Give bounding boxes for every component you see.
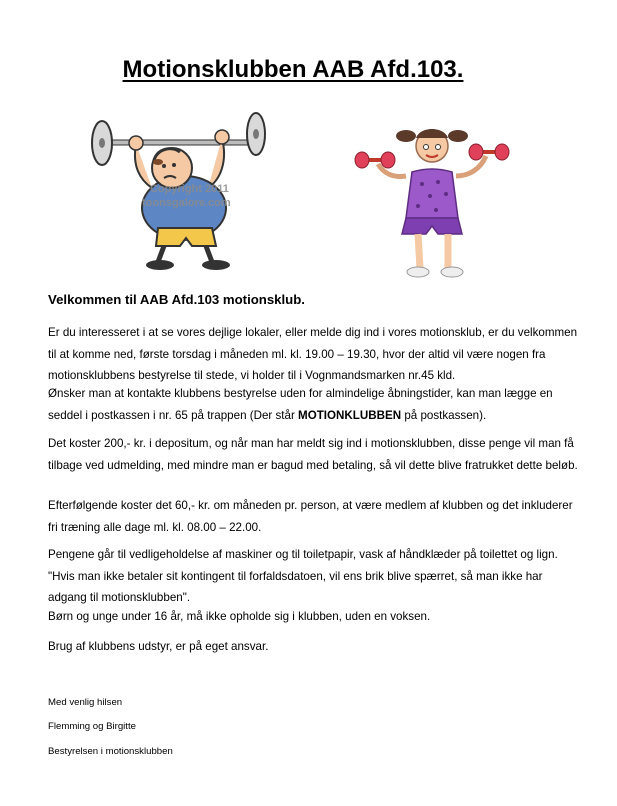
dumbbell-woman-illustration bbox=[348, 122, 516, 282]
watermark-text-line1: Copyright 2011 bbox=[150, 183, 229, 195]
welcome-heading: Velkommen til AAB Afd.103 motionsklub. bbox=[48, 292, 305, 307]
signature-greeting: Med venlig hilsen bbox=[48, 697, 123, 708]
paragraph-contact bbox=[48, 383, 578, 426]
signature-names: Flemming og Birgitte bbox=[48, 721, 136, 732]
page-title: Motionsklubben AAB Afd.103. bbox=[122, 56, 464, 83]
dumbbell-icon bbox=[469, 144, 509, 160]
signature-board: Bestyrelsen i motionsklubben bbox=[48, 746, 173, 757]
paragraph-responsibility: Brug af klubbens udstyr, er på eget ansvar. bbox=[48, 640, 269, 653]
paragraph-money-use: Pengene går til vedligeholdelse af maskiner og til toiletpapir, vask af håndklæder på toilettet og lign. "Hvis man ikke betaler sit kontingent til forfaldsdatoen, vil ens brik blive spærret, så man ikke har adgang til motionsklubben". bbox=[48, 548, 558, 604]
paragraph-contact-text: Ønsker man at kontakte klubbens bestyrelse uden for almindelige åbningstider, kan man lægge en seddel i postkassen i nr. 65 på trappen (Der står bbox=[48, 387, 553, 422]
mailbox-label: MOTIONKLUBBEN bbox=[298, 408, 402, 422]
paragraph-fee: Efterfølgende koster det 60,- kr. om måneden pr. person, at være medlem af klubben og det inkluderer fri træning alle dage ml. kl. 08.00 – 22.00. bbox=[48, 499, 573, 534]
paragraph-intro: Er du interesseret i at se vores dejlige lokaler, eller melde dig ind i vores motionsklub, er du velkommen til at komme ned, første torsdag i måneden ml. kl. 19.00 – 19.30, hvor der altid vil være nogen fra motionsklubbens bestyrelse til stede, vi holder til i Vognmandsmarken nr.45 kld. bbox=[48, 326, 578, 382]
dumbbell-icon bbox=[355, 152, 395, 168]
paragraph-age-rule: Børn og unge under 16 år, må ikke opholde sig i klubben, uden en voksen. bbox=[48, 610, 431, 623]
watermark-text-line2: toonsgalore.com bbox=[142, 197, 231, 209]
paragraph-deposit: Det koster 200,- kr. i depositum, og når man har meldt sig ind i motionsklubben, disse penge vil man få tilbage ved udmelding, med mindre man er bagud med betaling, så vil dette blive fratrukket dette beløb. bbox=[48, 437, 578, 472]
paragraph-contact-text-end: på postkassen). bbox=[401, 408, 487, 422]
weightlifter-man-illustration bbox=[88, 110, 270, 272]
